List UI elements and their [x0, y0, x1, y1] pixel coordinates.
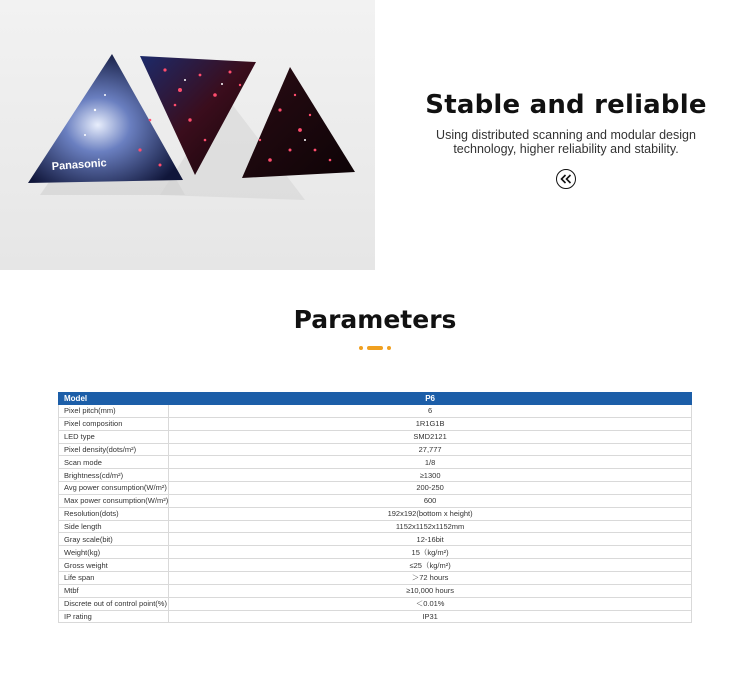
accent-dot-right	[387, 346, 391, 350]
table-row	[59, 494, 692, 507]
row-value: ＞72 hours	[169, 571, 692, 584]
row-label: Side length	[59, 520, 169, 533]
table-row	[59, 520, 692, 533]
row-value: 1152x1152x1152mm	[169, 520, 692, 533]
row-label: Pixel composition	[59, 417, 169, 430]
row-label: Pixel density(dots/m²)	[59, 443, 169, 456]
parameters-table	[58, 392, 692, 623]
previous-button[interactable]	[556, 169, 576, 189]
row-label: Weight(kg)	[59, 546, 169, 559]
double-chevron-left-icon	[560, 174, 572, 184]
table-row	[59, 610, 692, 623]
table-row	[59, 546, 692, 559]
row-label: Life span	[59, 571, 169, 584]
hero-product-image	[0, 0, 375, 270]
table-row	[59, 571, 692, 584]
row-value: SMD2121	[169, 430, 692, 443]
row-value: ≥10,000 hours	[169, 584, 692, 597]
row-value: 200-250	[169, 482, 692, 495]
row-value: 15（kg/m²)	[169, 546, 692, 559]
row-label: Resolution(dots)	[59, 507, 169, 520]
title-accent-divider	[0, 346, 750, 350]
row-value: ＜0.01%	[169, 597, 692, 610]
row-label: Brightness(cd/m²)	[59, 469, 169, 482]
row-label: Max power consumption(W/m²)	[59, 494, 169, 507]
table-row	[59, 597, 692, 610]
row-value: IP31	[169, 610, 692, 623]
row-label: LED type	[59, 430, 169, 443]
row-value: 600	[169, 494, 692, 507]
row-label: Gross weight	[59, 559, 169, 572]
hero-description-line-2: technology, higher reliability and stability.	[453, 142, 679, 156]
table-row	[59, 584, 692, 597]
row-label: IP rating	[59, 610, 169, 623]
table-row	[59, 443, 692, 456]
parameters-title: Parameters	[293, 305, 457, 334]
hero-image-brand-text: Panasonic	[51, 157, 108, 173]
row-label: Mtbf	[59, 584, 169, 597]
hero-title: Stable and reliable	[425, 90, 707, 120]
table-row	[59, 559, 692, 572]
row-value: 1R1G1B	[169, 417, 692, 430]
triangle-led-panels-illustration	[0, 0, 375, 270]
row-value: ≥1300	[169, 469, 692, 482]
row-label: Discrete out of control point(%)	[59, 597, 169, 610]
hero-text-block	[405, 90, 727, 189]
table-row	[59, 417, 692, 430]
hero-description-line-1: Using distributed scanning and modular design	[436, 128, 696, 142]
row-label: Pixel pitch(mm)	[59, 405, 169, 418]
column-header-model: Model	[59, 393, 169, 405]
column-header-p6: P6	[169, 393, 692, 405]
table-row	[59, 533, 692, 546]
table-row	[59, 482, 692, 495]
table-row	[59, 507, 692, 520]
hero-description	[405, 128, 727, 156]
row-value: ≤25（kg/m²)	[169, 559, 692, 572]
row-label: Avg power consumption(W/m²)	[59, 482, 169, 495]
table-row	[59, 469, 692, 482]
row-value: 6	[169, 405, 692, 418]
row-value: 27,777	[169, 443, 692, 456]
table-header-row	[59, 393, 692, 405]
table-row	[59, 456, 692, 469]
table-row	[59, 405, 692, 418]
row-label: Scan mode	[59, 456, 169, 469]
row-value: 12-16bit	[169, 533, 692, 546]
row-label: Gray scale(bit)	[59, 533, 169, 546]
row-value: 1/8	[169, 456, 692, 469]
accent-dot-left	[359, 346, 363, 350]
table-row	[59, 430, 692, 443]
row-value: 192x192(bottom x height)	[169, 507, 692, 520]
accent-dash	[367, 346, 383, 350]
